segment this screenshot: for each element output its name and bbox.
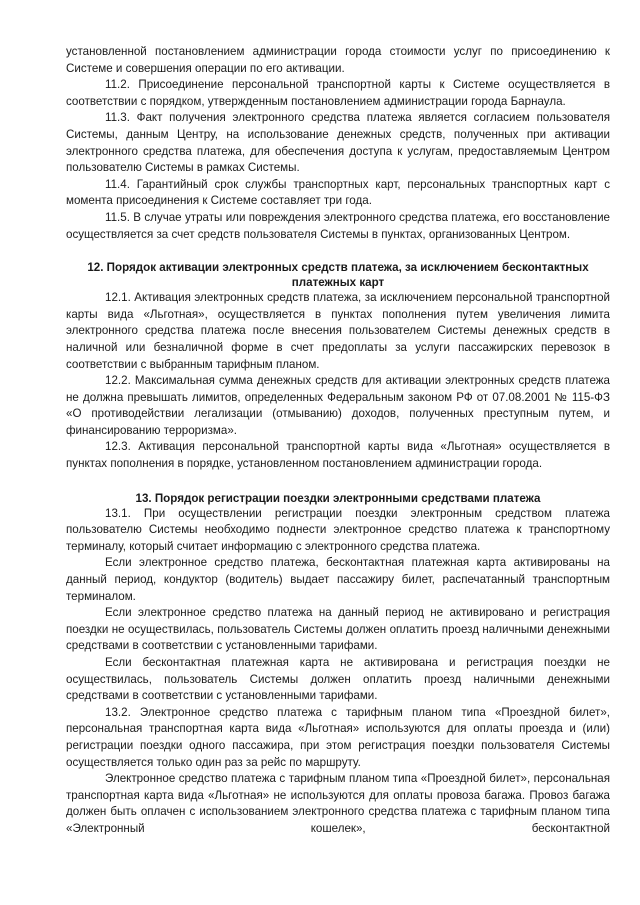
paragraph-12-2: 12.2. Максимальная сумма денежных средств для активации электронных средств платежа не должна превышать лимитов, определенных Федеральным законом РФ от 07.08.2001 № 115-ФЗ «О противодействии легализации (отмыванию) доходов, полученных преступным путем, и финансированию терроризма». <box>66 374 610 437</box>
section-12-heading: 12. Порядок активации электронных средств платежа, за исключением бесконтактных платежных карт <box>87 261 589 290</box>
paragraph-12-1: 12.1. Активация электронных средств платежа, за исключением персональной транспортной карты вида «Льготная», осуществляется в пунктах пополнения путем увеличения лимита электронного средства платежа после внесения пользователем Системы денежных средств в наличной или безналичной форме в счет предоплаты за услуги пассажирских перевозок в соответствии с выбранным тарифным планом. <box>66 291 610 371</box>
paragraph-11-2: 11.2. Присоединение персональной транспортной карты к Системе осуществляется в соответствии с порядком, утвержденным постановлением администрации города Барнаула. <box>66 78 610 108</box>
paragraph-11-4: 11.4. Гарантийный срок службы транспортных карт, персональных транспортных карт с момента присоединения к Системе составляет три года. <box>66 177 610 208</box>
section-13-heading: 13. Порядок регистрации поездки электронными средствами платежа <box>135 491 541 505</box>
paragraph-11-1-continuation: установленной постановлением администрации города стоимости услуг по присоединению к Системе и совершения операции по его активации. <box>66 45 610 75</box>
paragraph-12-3: 12.3. Активация персональной транспортной карты вида «Льготная» осуществляется в пунктах пополнения в порядке, установленном постановлением администрации города. <box>66 440 610 471</box>
paragraph-13-2-baggage: Электронное средство платежа с тарифным планом типа «Проездной билет», персональная транспортная карта вида «Льготная» не используются для оплаты провоза багажа. Провоз багажа должен быть оплачен с использованием электронного средства платежа с тарифным планом типа «Электронный кошелек», бесконтактной <box>66 772 610 835</box>
paragraph-13-2: 13.2. Электронное средство платежа с тарифным планом типа «Проездной билет», персональная транспортная карта вида «Льготная» используются для оплаты проезда и (или) регистрации поездки одного пассажира, при этом регистрация поездки пользователя Системы осуществляется только один раз за рейс по маршруту. <box>66 705 610 769</box>
paragraph-13-1: 13.1. При осуществлении регистрации поездки электронным средством платежа пользователю Системы необходимо поднести электронное средство платежа к транспортному терминалу, который считает информацию с электронного средства платежа. <box>66 506 610 553</box>
paragraph-13-1-activated: Если электронное средство платежа, бесконтактная платежная карта активированы на данный период, кондуктор (водитель) выдает пассажиру билет, распечатанный транспортным терминалом. <box>66 556 610 603</box>
paragraph-11-5: 11.5. В случае утраты или повреждения электронного средства платежа, его восстановление осуществляется за счет средств пользователя Системы в пунктах, организованных Центром. <box>66 210 610 241</box>
paragraph-13-1-not-activated: Если электронное средство платежа на данный период не активировано и регистрация поездки не осуществилась, пользователь Системы должен оплатить проезд наличными денежными средствами в соответствии с установленными тарифами. <box>66 606 610 653</box>
paragraph-11-3: 11.3. Факт получения электронного средства платежа является согласием пользователя Системы, данным Центру, на использование денежных средств, полученных при активации электронного средства платежа, для обеспечения доступа к услугам, предоставляемым Центром пользователю Системы в рамках Системы. <box>66 111 610 175</box>
paragraph-13-1-contactless: Если бесконтактная платежная карта не активирована и регистрация поездки не осуществилась, пользователь Системы должен оплатить проезд наличными денежными средствами в соответствии с установленными тарифами. <box>66 656 610 703</box>
